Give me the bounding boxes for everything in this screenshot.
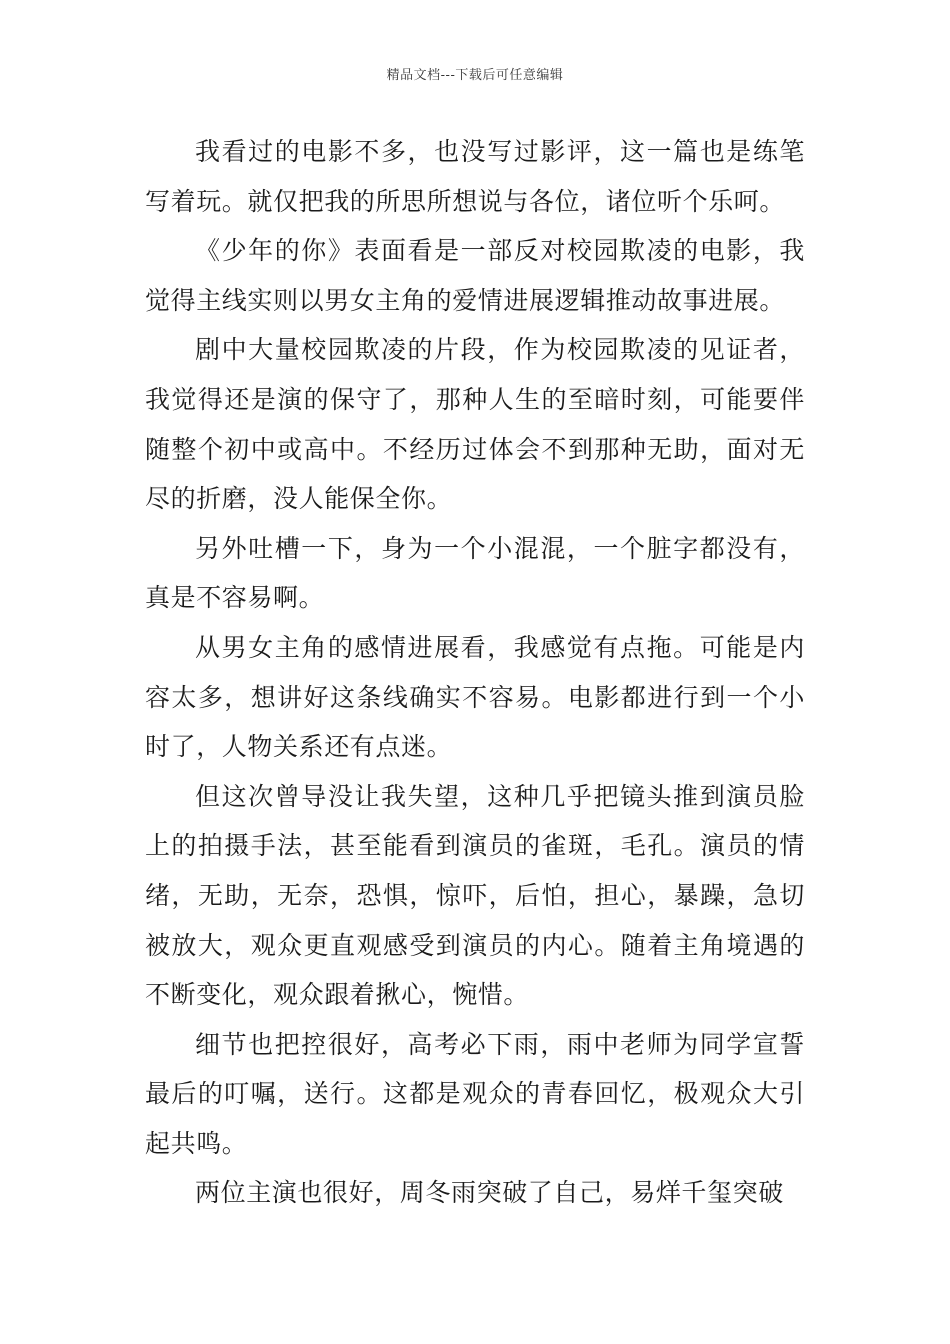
paragraph: 《少年的你》表面看是一部反对校园欺凌的电影，我觉得主线实则以男女主角的爱情进展逻辑推动故事进展。 [145, 236, 805, 315]
paragraph: 但这次曾导没让我失望，这种几乎把镜头推到演员脸上的拍摄手法，甚至能看到演员的雀斑，毛孔。演员的情绪，无助，无奈，恐惧，惊吓，后怕，担心，暴躁，急切被放大，观众更直观感受到演员的内心。随着主角境遇的不断变化，观众跟着揪心，惋惜。 [145, 781, 805, 1010]
document-body [145, 127, 805, 1218]
paragraph: 剧中大量校园欺凌的片段，作为校园欺凌的见证者，我觉得还是演的保守了，那种人生的至暗时刻，可能要伴随整个初中或高中。不经历过体会不到那种无助，面对无尽的折磨，没人能保全你。 [145, 335, 805, 514]
paragraph: 细节也把控很好，高考必下雨，雨中老师为同学宣誓最后的叮嘱，送行。这都是观众的青春回忆，极观众大引起共鸣。 [145, 1029, 805, 1158]
paragraph: 另外吐槽一下，身为一个小混混，一个脏字都没有，真是不容易啊。 [145, 533, 805, 613]
page-header: 精品文档---下载后可任意编辑 [386, 68, 564, 83]
paragraph: 我看过的电影不多，也没写过影评，这一篇也是练笔写着玩。就仅把我的所思所想说与各位，诸位听个乐呵。 [145, 137, 805, 216]
paragraph: 从男女主角的感情进展看，我感觉有点拖。可能是内容太多，想讲好这条线确实不容易。电影都进行到一个小时了，人物关系还有点迷。 [145, 632, 805, 762]
paragraph: 两位主演也很好，周冬雨突破了自己，易烊千玺突破 [195, 1178, 784, 1208]
